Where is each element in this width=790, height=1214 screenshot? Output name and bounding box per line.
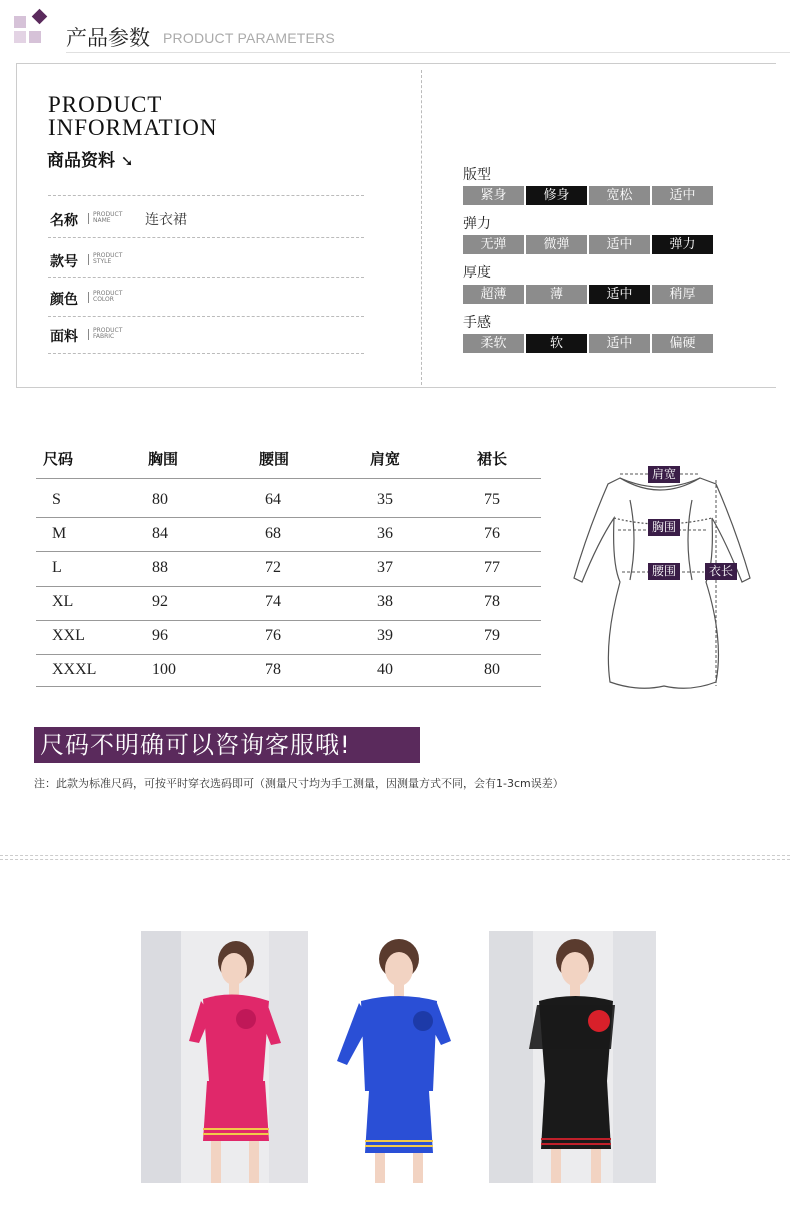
model-photo-blue [315, 931, 482, 1183]
attr-options-thickness [463, 285, 715, 304]
attr-option: 适中 [589, 235, 650, 254]
table-cell: 88 [152, 559, 168, 576]
info-tiny-label: PRODUCT COLOR [93, 290, 123, 303]
attr-option: 薄 [526, 285, 587, 304]
table-cell: 76 [484, 525, 500, 542]
shoulder-label: 肩宽 [648, 466, 680, 483]
attr-option: 紧身 [463, 186, 524, 205]
waist-header: 腰围 [259, 450, 290, 468]
attr-option: 适中 [589, 285, 650, 304]
table-cell: L [52, 559, 62, 576]
table-cell: 80 [484, 661, 500, 678]
table-cell: 84 [152, 525, 168, 542]
logo-square-2 [14, 31, 26, 43]
attr-option: 修身 [526, 186, 587, 205]
info-divider [48, 353, 364, 354]
section-divider [0, 859, 790, 860]
info-separator [88, 329, 89, 340]
subheading-text: 商品资料 [47, 151, 115, 171]
heading-line-2: INFORMATION [48, 115, 218, 140]
arrow-down-right-icon: ➘ [120, 152, 134, 170]
table-cell: M [52, 525, 67, 542]
table-cell: XXXL [52, 661, 97, 678]
section-title-en: PRODUCT PARAMETERS [163, 30, 335, 46]
section-title-cn: 产品参数 [66, 26, 150, 50]
table-cell: 38 [377, 593, 393, 610]
length-label: 衣长 [705, 563, 737, 580]
info-divider [48, 237, 364, 238]
info-value: 连衣裙 [145, 212, 187, 228]
logo-square-1 [14, 16, 26, 28]
attr-option: 超薄 [463, 285, 524, 304]
attr-option: 弹力 [652, 235, 713, 254]
size-note: 注：此款为标准尺码，可按平时穿衣选码即可（测量尺寸均为手工测量，因测量方式不同，会有1-3cm误差） [34, 777, 564, 790]
attr-option: 适中 [652, 186, 713, 205]
table-cell: 64 [265, 491, 281, 508]
table-rule [36, 586, 541, 587]
table-cell: 96 [152, 627, 168, 644]
chest-label: 胸围 [648, 519, 680, 536]
info-divider [48, 277, 364, 278]
table-rule [36, 517, 541, 518]
attr-option: 宽松 [589, 186, 650, 205]
attr-label-thickness: 厚度 [463, 265, 491, 281]
info-tiny-label: PRODUCT NAME [93, 211, 123, 224]
product-information-heading [48, 93, 217, 139]
product-info-subheading [47, 146, 134, 171]
table-rule [36, 551, 541, 552]
info-label: 名称 [50, 213, 78, 229]
info-divider [48, 195, 364, 196]
table-cell: 35 [377, 491, 393, 508]
info-divider [48, 316, 364, 317]
waist-label: 腰围 [648, 563, 680, 580]
table-cell: 100 [152, 661, 176, 678]
attr-option: 无弹 [463, 235, 524, 254]
attr-options-fit [463, 186, 715, 205]
info-tiny-label: PRODUCT STYLE [93, 252, 123, 265]
table-cell: XXL [52, 627, 85, 644]
table-cell: 37 [377, 559, 393, 576]
header-divider [66, 52, 790, 53]
attr-option: 柔软 [463, 334, 524, 353]
logo-diamond [32, 9, 48, 25]
table-cell: 40 [377, 661, 393, 678]
table-cell: 75 [484, 491, 500, 508]
attr-label-elasticity: 弹力 [463, 216, 491, 232]
panel-divider [421, 70, 422, 385]
info-tiny-label: PRODUCT FABRIC [93, 327, 123, 340]
attr-option: 软 [526, 334, 587, 353]
length-header: 裙长 [477, 450, 508, 468]
table-cell: 80 [152, 491, 168, 508]
attr-option: 适中 [589, 334, 650, 353]
table-rule [36, 686, 541, 687]
attr-label-feel: 手感 [463, 315, 491, 331]
table-cell: 76 [265, 627, 281, 644]
attr-label-fit: 版型 [463, 167, 491, 183]
table-cell: 77 [484, 559, 500, 576]
table-rule [36, 620, 541, 621]
attr-option: 偏硬 [652, 334, 713, 353]
chest-header: 胸围 [148, 450, 179, 468]
attr-option: 稍厚 [652, 285, 713, 304]
table-cell: 74 [265, 593, 281, 610]
size-consult-banner: 尺码不明确可以咨询客服哦! [34, 727, 420, 763]
table-cell: 78 [484, 593, 500, 610]
info-separator [88, 254, 89, 265]
table-cell: S [52, 491, 61, 508]
info-separator [88, 292, 89, 303]
table-cell: 68 [265, 525, 281, 542]
table-cell: 36 [377, 525, 393, 542]
table-cell: 92 [152, 593, 168, 610]
table-cell: 72 [265, 559, 281, 576]
attr-option: 微弹 [526, 235, 587, 254]
table-cell: 78 [265, 661, 281, 678]
attr-options-feel [463, 334, 715, 353]
info-separator [88, 213, 89, 224]
logo-square-3 [29, 31, 41, 43]
table-cell: XL [52, 593, 74, 610]
heading-line-1: PRODUCT [48, 92, 163, 117]
table-rule [36, 654, 541, 655]
model-photo-black [489, 931, 656, 1183]
info-label: 颜色 [50, 292, 78, 308]
model-photo-rose [141, 931, 308, 1183]
shoulder-header: 肩宽 [370, 450, 401, 468]
info-label: 款号 [50, 254, 78, 270]
size-header: 尺码 [43, 450, 74, 468]
table-cell: 39 [377, 627, 393, 644]
table-cell: 79 [484, 627, 500, 644]
info-label: 面料 [50, 329, 78, 345]
attr-options-elasticity [463, 235, 715, 254]
section-divider [0, 855, 790, 856]
table-rule [36, 478, 541, 479]
